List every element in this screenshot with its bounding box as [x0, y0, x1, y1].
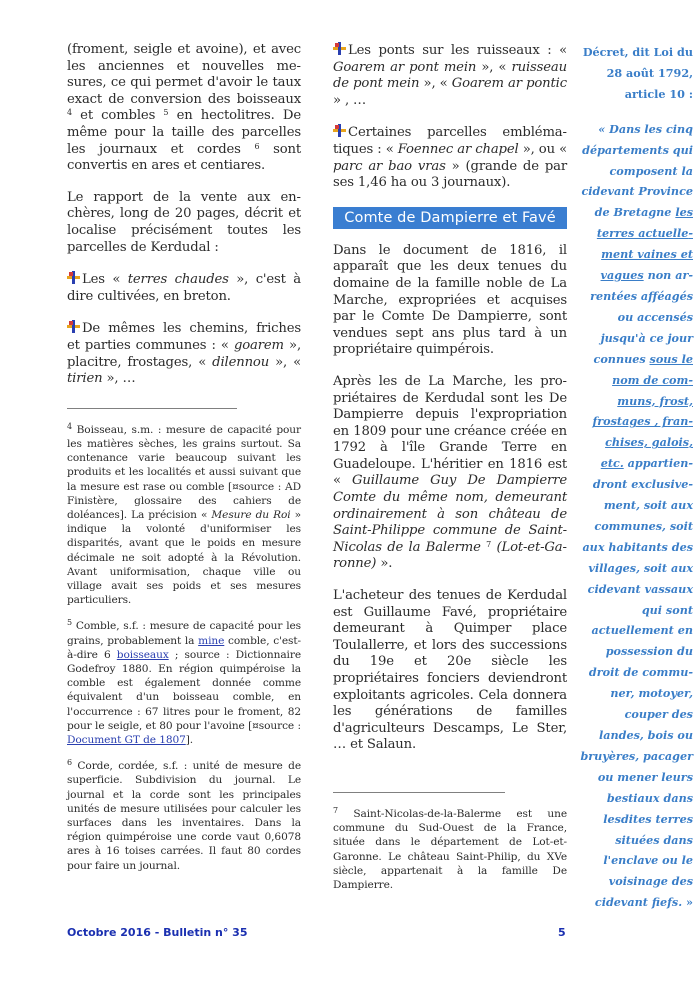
bullet-icon	[333, 42, 346, 55]
footnote-6: $^6$ Corde, cordée, s.f. : unité de mesure de superficie. Subdivision du journal. Le journal et la corde sont les principales unités de mesure utilisées pour calculer les surfaces dans les inventaires. Dans la région quimpéroise une corde vaut 0,6078 ares à 16 toises carrées. Il faut 80 cordes pour faire un journal.	[67, 758, 301, 872]
link-document-gt-1807[interactable]: Document GT de 1807	[67, 733, 186, 746]
link-boisseaux[interactable]: boisseaux	[116, 648, 169, 661]
footnote-ref-7[interactable]: 7	[486, 539, 492, 549]
bullet-chemins: De mêmes les chemins, friches et parties communes : « goarem », placitre, frostages, « dilennou », « tirien », …	[67, 321, 301, 387]
paragraph-de-dampierre: Après les de La Marche, les propriétaires de Kerdudal sont les De Dampierre depuis l'expropriation en 1809 pour une créance créée en 1792 à l'île Grande Terre en Guadeloupe. L'héritier en 1816 est « Guillaume Guy De Dampierre Comte du même nom, demeurant ordinairement à son château de Saint-Philippe commune de Saint-Nicolas de la Balerme $^7$ (Lot-et-Garonne) ».	[333, 373, 567, 572]
sidebar-quote	[580, 42, 693, 913]
bullet-terres-chaudes: Les « terres chaudes », c'est à dire cultivées, en breton.	[67, 272, 302, 304]
bullet-icon	[333, 124, 346, 137]
middle-column	[333, 42, 567, 904]
footnote-7: $^7$ Saint-Nicolas-de-la-Balerme est une commune du Sud-Ouest de la France, située dans le département de Lot-et-Garonne. Le château Saint-Philip, du XVe siècle, appartenait à la famille De Dampierre.	[333, 805, 567, 891]
footnote-separator	[67, 408, 237, 409]
footnote-4: $^4$ Boisseau, s.m. : mesure de capacité pour les matières sèches, les grains surtout. Sa contenance varie beaucoup suivant les produits et les localités et aussi suivant que la mesure est rase ou comble [¤source : AD Finistère, glossaire des cahiers de doléances]. La précision « Mesure du Roi » indique la volonté d'uniformiser les disparités, avant que le poids en mesure décimale ne soit adopté à la Révolution. Avant uniformisation, chaque ville ou village avait ses poids et ses mesures particuliers.	[67, 421, 301, 607]
link-mine[interactable]: mine	[198, 634, 225, 647]
paragraph-conversion: (froment, seigle et avoine), et avec les anciennes et nouvelles mesures, ce qui permet d'avoir le taux exact de conversion des boisseaux $^4$ et combles $^5$ en hectolitres. De même pour la taille des parcelles les journaux et cordes $^6$ sont convertis en ares et centiares.	[67, 42, 301, 174]
sidebar-heading: Décret, dit Loi du 28 août 1792, article 10 :	[582, 45, 693, 101]
bullet-ponts: Les ponts sur les ruisseaux : « Goarem ar pont mein », « ruisseau de pont mein », « Goarem ar pontic » , …	[333, 43, 567, 108]
bullet-icon	[67, 271, 80, 284]
footnote-ref-6[interactable]: 6	[254, 141, 260, 151]
footnote-separator	[333, 792, 505, 793]
footnote-ref-4[interactable]: 4	[67, 108, 72, 118]
page-number: 5	[558, 926, 566, 939]
left-column	[67, 42, 301, 885]
footer-issue: Octobre 2016 - Bulletin n° 35	[67, 926, 248, 939]
paragraph-document-1816: Dans le document de 1816, il apparaît que les deux tenues du domaine de la famille noble de La Marche, expropriées et acquises par le Comte De Dampierre, sont vendues sept ans plus tard à un propriétaire quimpérois.	[333, 242, 567, 358]
bullet-parcelles-emblematiques: Certaines parcelles emblématiques : « Foennec ar chapel », ou « parc ar bao vras » (grande de par ses 1,46 ha ou 3 journaux).	[333, 125, 567, 191]
bullet-icon	[67, 320, 80, 333]
paragraph-acheteur: L'acheteur des tenues de Kerdudal est Guillaume Favé, propriétaire demeurant à Quimper place Toulallerre, et lors des successions du 19e et 20e siècle les propriétaires fonciers deviendront exploitants agricoles. Cela donnera les générations de familles d'agriculteurs Descamps, Le Ster, … et Salaun.	[333, 588, 567, 753]
section-heading: Comte de Dampierre et Favé	[333, 207, 567, 229]
sidebar-quote-text: « Dans les cinq départements qui composent la cidevant Province de Bretagne les terres actuellement vaines et vagues non arrentées afféagés ou accensés jusqu'à ce jour connues sous le nom de communs, frost, frostages , franchises, galois, etc. appartiendront exclusivement, soit aux communes, soit aux habitants des villages, soit aux cidevant vassaux qui sont actuellement en possession du droit de communer, motoyer, couper des landes, bois ou bruyères, pacager ou mener leurs bestiaux dans lesdites terres situées dans l'enclave ou le voisinage des cidevant fiefs. »	[580, 121, 693, 910]
paragraph-auction-report: Le rapport de la vente aux enchères, long de 20 pages, décrit et localise précisément toutes les parcelles de Kerdudal :	[67, 189, 301, 255]
footnote-ref-5[interactable]: 5	[163, 108, 169, 118]
footnote-5: $^5$ Comble, s.f. : mesure de capacité pour les grains, probablement la mine comble, c'est-à-dire 6 boisseaux ; source : Dictionnaire Godefroy 1880. En région quimpéroise la comble est également donnée comme équivalent d'un boisseau comble, en l'occurrence : 67 litres pour le froment, 82 pour le seigle, et 80 pour l'avoine [¤source : Document GT de 1807].	[67, 618, 301, 746]
